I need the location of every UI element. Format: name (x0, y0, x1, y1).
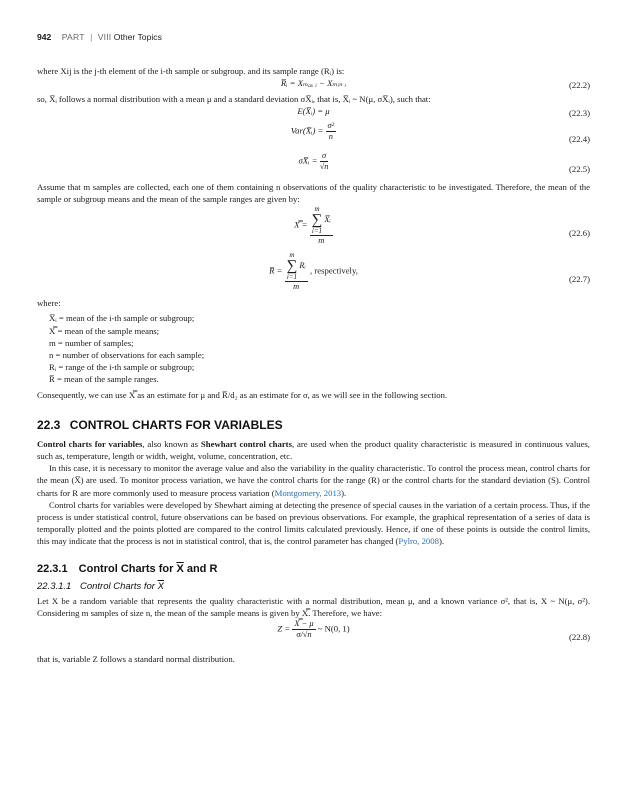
text-run: , also known as (142, 439, 201, 450)
equation-22-2 (37, 77, 590, 93)
part-separator: | (90, 32, 93, 42)
term-bold: Shewhart control charts (200, 439, 292, 450)
fraction-numerator: σ² (327, 121, 335, 131)
equation-22-7 (37, 251, 590, 297)
sum-upper: m (314, 205, 320, 214)
equation-lhs: σX̅ᵢ = (298, 155, 318, 166)
equation-number: (22.7) (569, 274, 590, 285)
sum-term: X̅ᵢ (324, 215, 331, 225)
fraction-numerator: X̿ − μ (294, 619, 314, 629)
fraction (285, 251, 308, 292)
fraction-denominator: n (328, 132, 333, 142)
subsubsection-number: 22.3.1.1 (37, 580, 72, 592)
section-number: 22.3 (37, 418, 61, 433)
equation-rhs: ~ N(0, 1) (317, 623, 350, 634)
paragraph-shewhart (37, 499, 590, 547)
fraction (292, 619, 315, 640)
citation-link[interactable]: Pylro, 2008 (398, 535, 439, 546)
equation-22-3 (37, 105, 590, 121)
fraction-numerator: σ (322, 151, 327, 161)
subsubsection-title-x: X (157, 580, 164, 592)
definition-list (49, 312, 590, 385)
paragraph-variables (37, 438, 590, 462)
book-page (37, 30, 590, 665)
term-bold: Control charts for variables (37, 439, 143, 450)
subsubsection-heading (37, 580, 590, 593)
paragraph-monitoring (37, 462, 590, 498)
definition-item: X̅ᵢ = mean of the i-th sample or subgroup; (49, 313, 195, 324)
text-run: ). (438, 535, 445, 546)
definition-item: Rᵢ = range of the i-th sample or subgroup; (49, 361, 195, 372)
text-run: Control charts for variables were developed by Shewhart aiming at detecting the presence of special causes in the variation of a certain process. Thus, if the process is under statistical control, future observations can be based on previous observations. For example, the graphical representation of a series of data is temporally plotted and the points plotted are compared to the control limits calculated previously. Hence, if one of these points is outside the control limits, this may indicate that the process is not in statistical control, that is, the control parameter has changed ( (37, 499, 590, 546)
definition-item: X̿ = mean of the sample means; (49, 325, 160, 336)
equation-lhs: X̿ = (294, 219, 308, 230)
equation-22-4 (37, 121, 590, 151)
equation-tail: , respectively, (310, 265, 358, 276)
equation-lhs: Var(X̅ᵢ) = (290, 125, 324, 136)
equation-expression (294, 205, 333, 246)
equation-number: (22.3) (569, 108, 590, 119)
running-head (37, 30, 590, 44)
part-numeral: VIII (97, 32, 112, 42)
text-run: In this case, it is necessary to monitor the average value and also the variability in the quality characteristic. To control the process mean, control charts for the mean (X̅) are used. To monitor process variation, we have the control charts for the range (R) or the control charts for the standard deviation (S). Control charts for R are more commonly used to measure process variation ( (37, 463, 590, 498)
sum-lower: i=1 (311, 227, 323, 236)
sum-symbol: ∑ (311, 212, 323, 229)
paragraph-random-variable: Let X be a random variable that represents the quality characteristic with a normal distribution, mean μ, and a known variance σ², that is, X ~ N(μ, σ²). Considering m samples of size n, the mean of the sample means is given by X̿. Therefore, we have: (37, 595, 590, 619)
fraction-numerator (285, 251, 308, 282)
equation-expression (277, 619, 349, 640)
consequently-paragraph: Consequently, we can use X̿ as an estimate for μ and R̅/d₂ as an estimate for σ, as we will see in the following section. (37, 390, 448, 401)
subsection-title-pre: Control Charts for (78, 562, 177, 575)
fraction (326, 121, 337, 142)
fraction-numerator (310, 205, 333, 236)
definition-item: m = number of samples; (49, 337, 134, 348)
fraction-denominator: √n (319, 162, 329, 172)
subsection-title-post: and R (183, 562, 218, 575)
text-run: ). (341, 487, 347, 498)
definition-item: R̅ = mean of the sample ranges. (49, 373, 159, 384)
where-label: where: (37, 298, 61, 309)
fraction-denominator: m (318, 236, 325, 246)
sum-symbol: ∑ (286, 258, 298, 275)
part-label: PART (61, 32, 85, 42)
equation-expression (299, 151, 329, 172)
section-title: CONTROL CHARTS FOR VARIABLES (69, 418, 283, 433)
equation-number: (22.4) (569, 134, 590, 145)
summation (312, 205, 323, 235)
equation-22-8 (37, 619, 590, 653)
equation-expression (269, 251, 358, 292)
intro-paragraph: where Xij is the j-th element of the i-th sample or subgroup. and its sample range (Rᵢ) is: (37, 66, 345, 76)
citation-link[interactable]: Montgomery, 2013 (274, 487, 342, 498)
equation-expression: E(X̅ᵢ) = μ (297, 106, 330, 117)
equation-number: (22.2) (569, 80, 590, 91)
subsection-heading (37, 562, 590, 577)
definition-item: n = number of observations for each sample; (49, 349, 205, 360)
subsubsection-title-pre: Control Charts for (79, 580, 158, 592)
equation-expression (291, 121, 336, 142)
fraction (310, 205, 333, 246)
assume-paragraph: Assume that m samples are collected, each one of them containing n observations of the quality characteristic to be investigated. Therefore, the mean of the sample or subgroup means and the mean of the sample ranges are given by: (37, 182, 590, 205)
equation-number: (22.8) (569, 632, 590, 643)
section-heading (37, 417, 590, 433)
closing-paragraph: that is, variable Z follows a standard normal distribution. (37, 654, 235, 665)
page-number: 942 (37, 32, 52, 42)
equation-22-6 (37, 205, 590, 251)
fraction-denominator: σ/√n (296, 630, 312, 640)
summation (287, 251, 298, 281)
equation-number: (22.5) (569, 164, 590, 175)
equation-number: (22.6) (569, 228, 590, 239)
sum-upper: m (289, 251, 295, 260)
sum-lower: i=1 (286, 273, 298, 282)
fraction (320, 151, 329, 172)
subsection-number: 22.3.1 (37, 562, 68, 575)
text-run: , are used when the product quality characteristic is measured in continuous values, such as, temperature, length or width, weight, volume, concentration, etc. (37, 439, 590, 462)
part-title: Other Topics (113, 32, 162, 42)
equation-lhs: Z = (277, 623, 291, 634)
equation-expression: R̅ᵢ = Xₘₐₓ ᵢ − Xₘᵢₙ ᵢ (280, 78, 347, 89)
subsection-title-x: X (176, 562, 184, 575)
equation-lhs: R̅ = (269, 265, 283, 276)
fraction-denominator: m (293, 282, 300, 292)
sum-term: Rᵢ (299, 261, 306, 271)
equation-22-5 (37, 151, 590, 181)
follows-paragraph: so, X̅ᵢ follows a normal distribution with a mean μ and a standard deviation σX̅ᵢ, that is, X̅ᵢ ~ N(μ, σX̅ᵢ), such that: (37, 94, 431, 105)
